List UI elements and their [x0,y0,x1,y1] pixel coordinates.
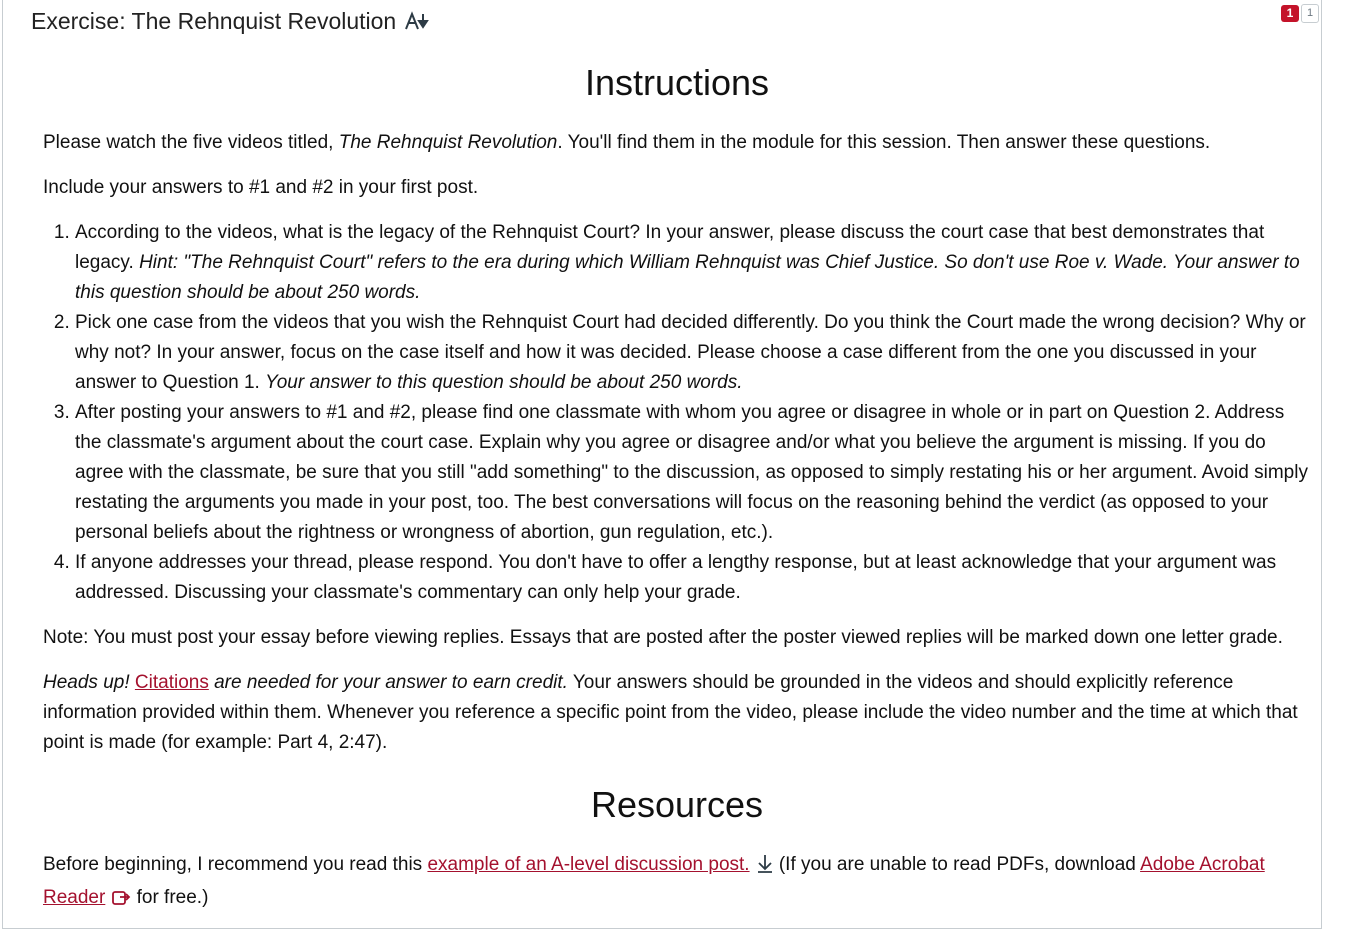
topic-header [31,6,431,36]
include-line: Include your answers to #1 and #2 in your first post. [43,177,479,198]
unread-badge: 1 [1281,5,1299,22]
question-list [43,218,1311,608]
resources-paragraph: Before beginning, I recommend you read this example of an A-level discussion post. (If you are unable to read PDFs, download Adobe Acrobat Reader for free.) [43,850,1311,916]
reply-counts [1281,4,1319,23]
example-post-link[interactable]: example of an A-level discussion post. [427,854,750,875]
total-badge: 1 [1301,4,1319,23]
heads-up-paragraph: Heads up! Citations are needed for your answer to earn credit. Your answers should be grounded in the videos and should explicitly reference information provided within them. Whenever you reference a specific point from the video, please include the video number and the time at which that point is made (for example: Part 4, 2:47). [43,672,1298,753]
download-icon[interactable] [756,853,774,883]
note-paragraph: Note: You must post your essay before viewing replies. Essays that are posted after the poster viewed replies will be marked down one letter grade. [43,627,1283,648]
question-3: 3. After posting your answers to #1 and #2, please find one classmate with whom you agree or disagree in whole or in part on Question 2. Address the classmate's argument about the court case. Explain why you agree or disagree and/or what you believe the argument is missing. If you do agree with the classmate, be sure that you still "add something" to the discussion, as opposed to simply restating his or her argument. Avoid simply restating the arguments you made in your post, too. The best conversations will focus on the reasoning behind the verdict (as opposed to your personal beliefs about the rightness or wrongness of abortion, gun regulation, etc.). [75,398,1311,548]
question-1: 1. According to the videos, what is the legacy of the Rehnquist Court? In your answer, please discuss the court case that best demonstrates that legacy. Hint: "The Rehnquist Court" refers to the era during which William Rehnquist was Chief Justice. So don't use Roe v. Wade. Your answer to this question should be about 250 words. [75,218,1311,308]
topic-body [43,58,1311,916]
video-series-title: The Rehnquist Revolution [338,132,558,153]
instructions-heading: Instructions [584,62,770,103]
font-size-icon[interactable] [405,11,431,31]
resources-heading: Resources [590,784,764,825]
adobe-reader-link[interactable]: Adobe Acrobat Reader [43,854,1265,908]
external-link-icon[interactable] [111,886,131,916]
page-title: Exercise: The Rehnquist Revolution [31,7,397,34]
citations-link[interactable]: Citations [134,672,209,693]
intro-paragraph: Please watch the five videos titled, The Rehnquist Revolution. You'll find them in the module for this session. Then answer these questions. [43,132,1211,153]
question-4: 4. If anyone addresses your thread, please respond. You don't have to offer a lengthy response, but at least acknowledge that your argument was addressed. Discussing your classmate's commentary can only help your grade. [75,548,1311,608]
question-2: 2. Pick one case from the videos that you wish the Rehnquist Court had decided differently. Do you think the Court made the wrong decision? Why or why not? In your answer, focus on the case itself and how it was decided. Please choose a case different from the one you discussed in your answer to Question 1. Your answer to this question should be about 250 words. [75,308,1311,398]
